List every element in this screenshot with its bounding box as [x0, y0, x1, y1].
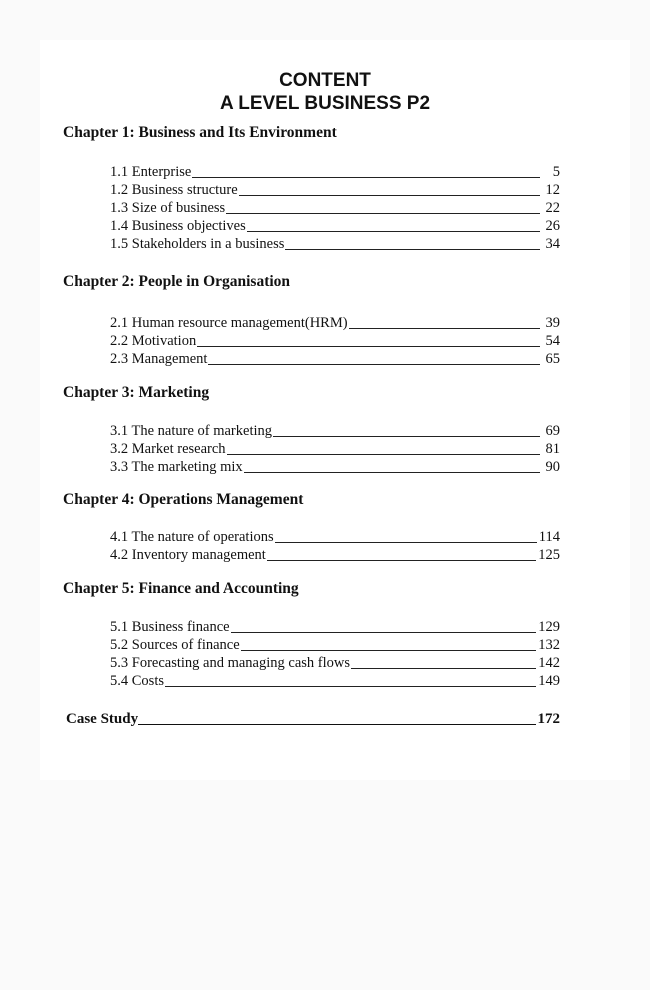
toc-entry-label: 2.3 Management: [110, 351, 208, 367]
chapter-heading: Chapter 3: Marketing: [63, 384, 210, 401]
toc-entry-label: 4.2 Inventory management: [110, 547, 266, 563]
toc-entry-label: 5.1 Business finance: [110, 619, 230, 635]
chapter-heading: Chapter 5: Finance and Accounting: [63, 580, 299, 597]
leader-line: [226, 213, 540, 214]
leader-line: [239, 195, 540, 196]
toc-entry-page: 39: [545, 315, 560, 331]
toc-entry-label: 5.3 Forecasting and managing cash flows: [110, 655, 351, 671]
leader-line: [349, 328, 540, 329]
toc-entry: [110, 199, 560, 217]
book-title: A LEVEL BUSINESS P2: [219, 93, 431, 114]
toc-entry-page: 34: [545, 236, 560, 252]
toc-entry-page: 149: [538, 673, 560, 689]
chapter-heading: Chapter 4: Operations Management: [63, 491, 304, 508]
toc-entry-label: 1.2 Business structure: [110, 182, 238, 198]
leader-line: [247, 231, 540, 232]
leader-line: [192, 177, 540, 178]
toc-entry-page: 129: [538, 619, 560, 635]
leader-line: [231, 632, 537, 633]
toc-entry-page: 54: [545, 333, 560, 349]
leader-line: [275, 542, 537, 543]
toc-entry-page: 22: [545, 200, 560, 216]
toc-entry: [110, 350, 560, 368]
toc-entry: [110, 458, 560, 476]
case-study-page: 172: [537, 711, 560, 727]
leader-line: [208, 364, 540, 365]
toc-entry: [110, 163, 560, 181]
toc-entry-page: 81: [545, 441, 560, 457]
toc-entry: [110, 181, 560, 199]
toc-entry: [110, 332, 560, 350]
toc-entry: [110, 546, 560, 564]
toc-entry: [110, 235, 560, 253]
leader-line: [351, 668, 536, 669]
toc-entry-label: 1.3 Size of business: [110, 200, 226, 216]
toc-entry-label: 1.5 Stakeholders in a business: [110, 236, 285, 252]
toc-entry-label: 3.2 Market research: [110, 441, 226, 457]
toc-entry-label: 5.4 Costs: [110, 673, 164, 689]
chapter-heading: Chapter 1: Business and Its Environment: [63, 124, 337, 141]
toc-entry-label: 2.2 Motivation: [110, 333, 197, 349]
toc-entry: [110, 440, 560, 458]
toc-entry-page: 125: [538, 547, 560, 563]
toc-entry-page: 90: [545, 459, 560, 475]
toc-entry-page: 114: [538, 529, 560, 545]
leader-line: [138, 724, 535, 725]
toc-entry-label: 5.2 Sources of finance: [110, 637, 240, 653]
toc-entry-page: 5: [552, 164, 560, 180]
toc-entry: [110, 672, 560, 690]
leader-line: [241, 650, 537, 651]
toc-entry-label: 1.1 Enterprise: [110, 164, 192, 180]
toc-entry-label: 2.1 Human resource management(HRM): [110, 315, 348, 331]
toc-entry: [110, 618, 560, 636]
toc-entry-label: 1.4 Business objectives: [110, 218, 246, 234]
leader-line: [227, 454, 540, 455]
toc-entry-label: 3.1 The nature of marketing: [110, 423, 272, 439]
toc-entry-page: 132: [538, 637, 560, 653]
leader-line: [285, 249, 540, 250]
toc-entry-page: 65: [545, 351, 560, 367]
toc-entry-page: 12: [545, 182, 560, 198]
contents-title: CONTENT: [279, 70, 371, 91]
toc-entry: [110, 654, 560, 672]
leader-line: [197, 346, 540, 347]
toc-entry-label: 4.1 The nature of operations: [110, 529, 274, 545]
leader-line: [165, 686, 536, 687]
toc-entry-label: 3.3 The marketing mix: [110, 459, 243, 475]
toc-entry: [110, 422, 560, 440]
toc-entry: [110, 314, 560, 332]
toc-entry-page: 69: [545, 423, 560, 439]
toc-entry-page: 142: [538, 655, 560, 671]
toc-entry-page: 26: [545, 218, 560, 234]
toc-entry: [110, 636, 560, 654]
leader-line: [244, 472, 540, 473]
toc-entry: [110, 217, 560, 235]
chapter-heading: Chapter 2: People in Organisation: [63, 273, 291, 290]
toc-entry: [110, 528, 560, 546]
case-study-label: Case Study: [66, 711, 139, 727]
case-study-entry: [66, 708, 560, 728]
leader-line: [273, 436, 540, 437]
leader-line: [267, 560, 536, 561]
